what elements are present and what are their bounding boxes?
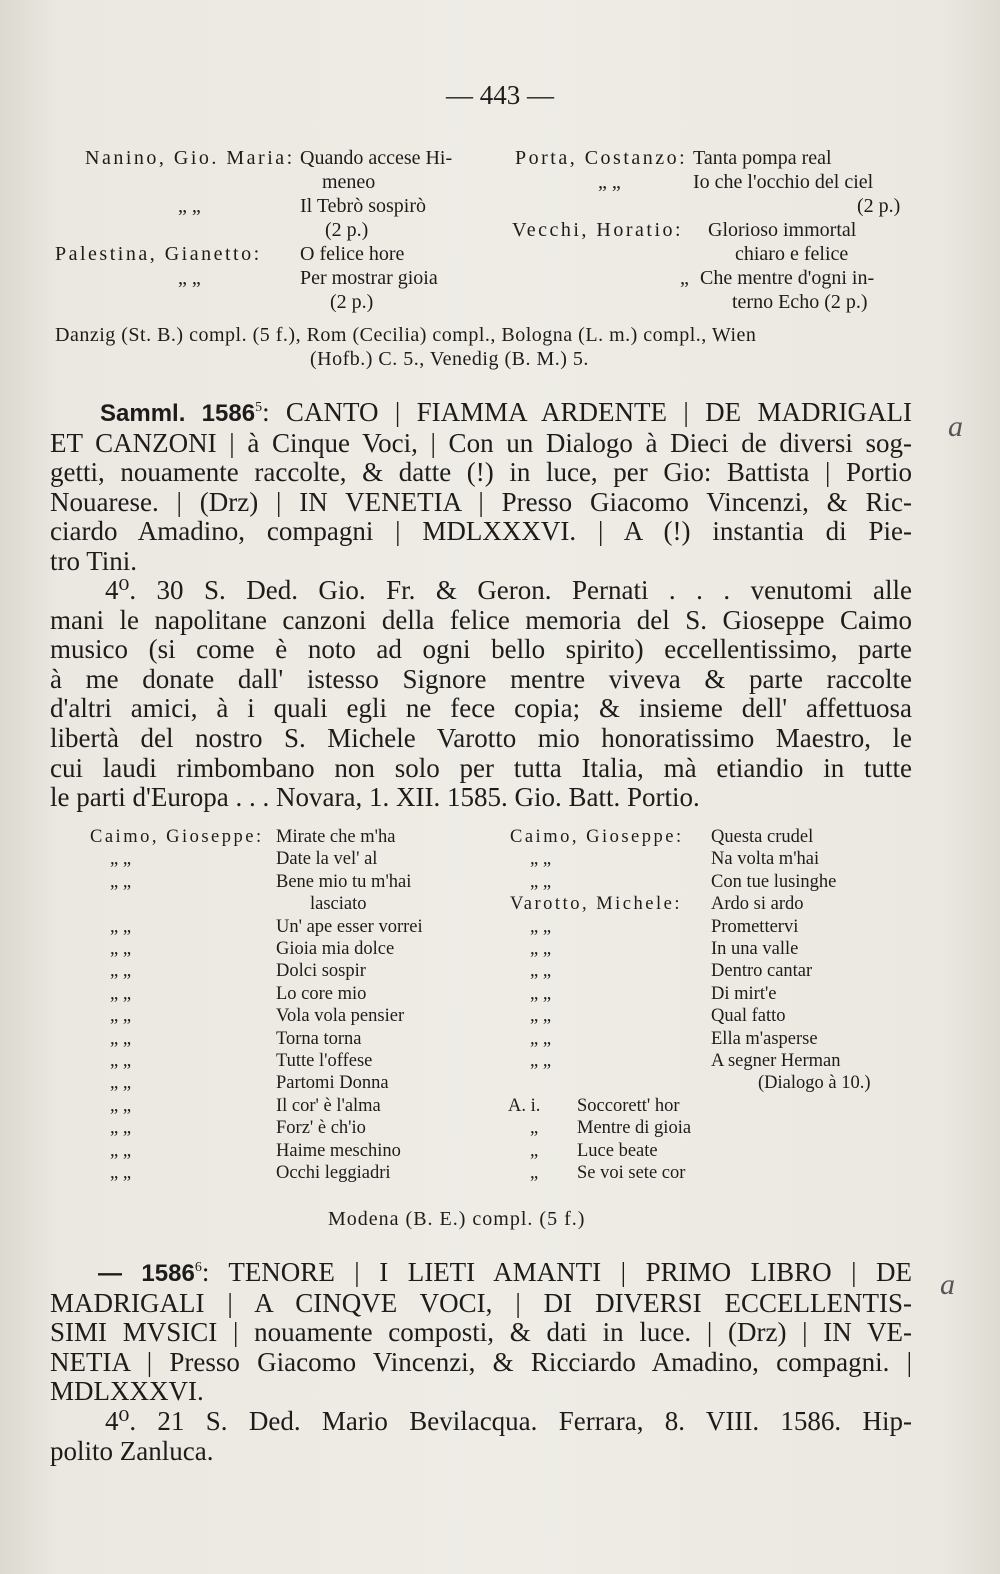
- ditto-mark: „ „: [110, 1095, 132, 1116]
- work-title: Torna torna: [276, 1028, 362, 1049]
- work-title: Se voi sete cor: [577, 1163, 686, 1183]
- work-title: Promettervi: [711, 916, 799, 937]
- ditto-mark: „ „: [110, 871, 132, 892]
- entry-line: SIMI MVSICI | nouamente composti, & dati in luce. | (Drz) | IN VE-: [50, 1317, 912, 1348]
- work-title: Per mostrar gioia: [300, 267, 438, 289]
- library-holdings: Danzig (St. B.) compl. (5 f.), Rom (Cecilia) compl., Bologna (L. m.) compl., Wien: [55, 324, 757, 346]
- work-title: Di mirt'e: [711, 983, 777, 1004]
- entry-number: 6: [194, 1260, 202, 1275]
- composer-name: Varotto, Michele:: [510, 894, 682, 915]
- work-title: Haime meschino: [276, 1140, 401, 1161]
- work-title: (2 p.): [857, 195, 901, 217]
- work-title: (2 p.): [330, 291, 374, 313]
- work-title: Quando accese Hi-: [300, 147, 453, 169]
- work-title: Na volta m'hai: [711, 849, 820, 870]
- work-title: Soccorett' hor: [577, 1095, 680, 1116]
- description-line: polito Zanluca.: [50, 1435, 214, 1466]
- ditto-mark: „ „: [530, 849, 552, 870]
- work-title: Lo core mio: [276, 983, 367, 1004]
- work-title: Il Tebrò sospirò: [300, 195, 426, 217]
- work-title: Vola vola pensier: [276, 1006, 405, 1027]
- composer-name: Caimo, Gioseppe:: [90, 827, 264, 847]
- composer-name: Nanino, Gio. Maria:: [85, 147, 295, 169]
- entry-description: [50, 576, 912, 813]
- entry-number: 5: [255, 400, 263, 415]
- ditto-mark: „ „: [178, 195, 201, 217]
- entry-line: tro Tini.: [50, 545, 138, 576]
- work-title: Mentre di gioia: [577, 1118, 692, 1139]
- ditto-mark: „ „: [178, 267, 201, 289]
- composer-name: Caimo, Gioseppe:: [510, 827, 684, 847]
- ditto-mark: „ „: [598, 171, 621, 193]
- description-line: à me donate dall' istesso Signore mentre viveva & parte raccolte: [50, 663, 912, 694]
- description-line: 4⁰. 30 S. Ded. Gio. Fr. & Geron. Pernati . . . venutomi alle: [105, 575, 912, 605]
- work-title: Bene mio tu m'hai: [276, 871, 412, 892]
- description-line: mani le napolitane canzoni della felice memoria del S. Gioseppe Caimo: [50, 604, 912, 635]
- work-title: (Dialogo à 10.): [758, 1073, 871, 1094]
- entry-line: : TENORE | I LIETI AMANTI | PRIMO LIBRO | DE: [201, 1257, 912, 1287]
- work-title: Io che l'occhio del ciel: [693, 171, 874, 193]
- ditto-mark: „ „: [110, 1073, 132, 1094]
- ditto-mark: „ „: [530, 983, 552, 1004]
- work-title: O felice hore: [300, 243, 405, 265]
- ditto-mark: „ „: [530, 1051, 552, 1071]
- library-holdings: (Hofb.) C. 5., Venedig (B. M.) 5.: [310, 348, 589, 370]
- work-title: Dentro cantar: [711, 961, 813, 982]
- work-title: Mirate che m'ha: [276, 827, 396, 847]
- work-title: Glorioso immortal: [708, 219, 857, 241]
- work-title: Con tue lusinghe: [711, 871, 837, 892]
- work-title: chiaro e felice: [735, 243, 849, 265]
- description-line: d'altri amici, à i quali egli ne fece copia; & insieme dell' affettuosa: [50, 693, 912, 724]
- work-title: Qual fatto: [711, 1006, 786, 1027]
- work-title: Gioia mia dolce: [276, 939, 395, 959]
- ditto-mark: A. i.: [508, 1095, 541, 1116]
- work-title: Tutte l'offese: [276, 1051, 373, 1071]
- ditto-mark: „ „: [110, 849, 132, 870]
- work-title: (2 p.): [325, 219, 369, 241]
- entry-label: — 1586: [98, 1260, 195, 1287]
- entry-line: MDLXXXVI.: [50, 1376, 204, 1407]
- ditto-mark: „ „: [530, 1006, 552, 1027]
- work-title: Che mentre d'ogni in-: [700, 267, 875, 289]
- entry-line: MADRIGALI | A CINQVE VOCI, | DI DIVERSI ECCELLENTIS-: [50, 1287, 912, 1318]
- ditto-mark: „ „: [530, 939, 552, 959]
- work-title: Un' ape esser vorrei: [276, 916, 423, 937]
- ditto-mark: „ „: [530, 871, 552, 892]
- ditto-mark: „ „: [530, 1028, 552, 1049]
- entry-line: getti, nouamente raccolte, & datte (!) in luce, per Gio: Battista | Portio: [50, 457, 912, 488]
- ditto-mark: „ „: [110, 983, 132, 1004]
- ditto-mark: „ „: [530, 916, 552, 937]
- ditto-mark: „ „: [530, 961, 552, 982]
- ditto-mark: „ „: [110, 916, 132, 937]
- work-title: Forz' è ch'io: [276, 1118, 366, 1139]
- ditto-mark: „ „: [110, 1118, 132, 1139]
- entry-line: Nouarese. | (Drz) | IN VENETIA | Presso Giacomo Vincenzi, & Ric-: [50, 486, 912, 517]
- entry-title: [50, 398, 912, 577]
- description-line: cui laudi rimbombano non solo per tutta Italia, mà etiandio in tutte: [50, 752, 912, 783]
- work-title: Partomi Donna: [276, 1073, 389, 1094]
- work-title: Occhi leggiadri: [276, 1163, 391, 1183]
- entry-line: : CANTO | FIAMMA ARDENTE | DE MADRIGALI: [262, 397, 912, 427]
- work-title: Date la vel' al: [276, 849, 378, 870]
- library-holdings: Modena (B. E.) compl. (5 f.): [328, 1208, 586, 1230]
- work-title: A segner Herman: [711, 1051, 841, 1071]
- work-title: terno Echo (2 p.): [732, 291, 868, 313]
- composer-name: Porta, Costanzo:: [515, 147, 688, 169]
- ditto-mark: „ „: [110, 1028, 132, 1049]
- work-title: lasciato: [310, 894, 367, 915]
- composer-name: Palestina, Gianetto:: [55, 243, 262, 265]
- description-line: libertà del nostro S. Michele Varotto mio honoratissimo Maestro, le: [50, 722, 912, 753]
- ditto-mark: „ „: [110, 939, 132, 959]
- work-title: Luce beate: [577, 1140, 658, 1161]
- ditto-mark: „: [530, 1163, 539, 1183]
- description-line: le parti d'Europa . . . Novara, 1. XII. 1585. Gio. Batt. Portio.: [50, 782, 700, 813]
- work-title: Ardo si ardo: [711, 894, 804, 915]
- work-title: Questa crudel: [711, 827, 814, 847]
- ditto-mark: „ „: [110, 1006, 132, 1027]
- margin-note: a: [940, 1268, 955, 1301]
- work-title: Tanta pompa real: [693, 147, 832, 169]
- ditto-mark: „: [680, 267, 689, 289]
- entry-line: ET CANZONI | à Cinque Voci, | Con un Dialogo à Dieci de diversi sog-: [50, 427, 912, 458]
- work-title: Ella m'asperse: [711, 1028, 818, 1049]
- ditto-mark: „ „: [110, 1163, 132, 1183]
- description-line: 4⁰. 21 S. Ded. Mario Bevilacqua. Ferrara, 8. VIII. 1586. Hip-: [105, 1406, 912, 1436]
- entry-line: NETIA | Presso Giacomo Vincenzi, & Ricciardo Amadino, compagni. |: [50, 1346, 912, 1377]
- ditto-mark: „ „: [110, 961, 132, 982]
- ditto-mark: „ „: [110, 1051, 132, 1071]
- ditto-mark: „: [530, 1118, 539, 1139]
- work-title: meneo: [322, 171, 376, 193]
- entry-title: [50, 1258, 912, 1407]
- composer-name: Vecchi, Horatio:: [512, 219, 684, 241]
- ditto-mark: „: [530, 1140, 539, 1161]
- entry-label: Samml. 1586: [100, 400, 256, 427]
- work-title: Dolci sospir: [276, 961, 366, 982]
- page-number: — 443 —: [446, 80, 554, 110]
- margin-note: a: [948, 410, 963, 443]
- entry-line: ciardo Amadino, compagni | MDLXXXVI. | A (!) instantia di Pie-: [50, 516, 912, 547]
- work-title: In una valle: [711, 939, 799, 959]
- description-line: musico (si come è noto ad ogni bello spirito) eccellentissimo, parte: [50, 634, 912, 665]
- work-title: Il cor' è l'alma: [276, 1095, 381, 1116]
- entry-description: [50, 1407, 912, 1466]
- ditto-mark: „ „: [110, 1140, 132, 1161]
